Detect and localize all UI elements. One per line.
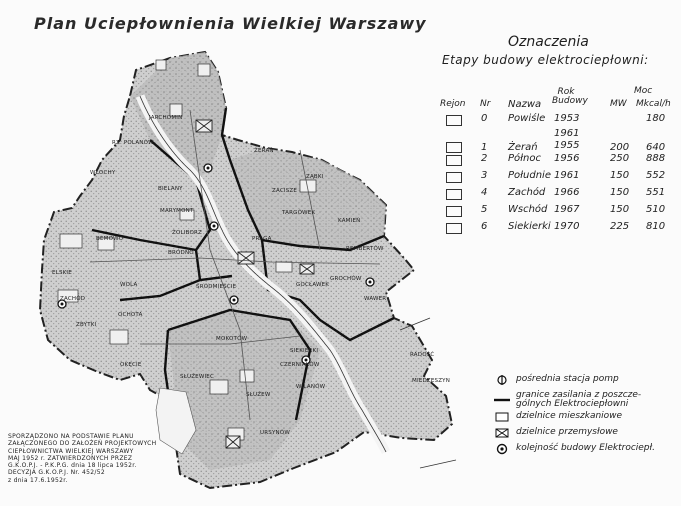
row-rok: 1953	[554, 113, 580, 124]
col-nr: Nr	[480, 99, 491, 109]
place-label: BIELANY	[158, 186, 183, 192]
legend-symbol	[486, 373, 681, 389]
residential-box-icon	[494, 411, 510, 423]
place-label: JARCHOMIN	[149, 115, 183, 121]
legend-symbol	[486, 410, 681, 426]
rejon-box	[446, 115, 462, 126]
col-moc: Moc	[634, 86, 653, 96]
row-nr: 6	[481, 221, 488, 232]
place-label: MOKOTÓW	[216, 336, 248, 342]
col-nazwa: Nazwa	[508, 99, 542, 110]
legend-symbol	[486, 426, 681, 442]
row-mkcal: 510	[646, 204, 666, 215]
row-nr: 0	[481, 113, 488, 124]
row-mw: 225	[610, 221, 630, 232]
place-label: RADOŚĆ	[410, 352, 435, 358]
rejon-box	[446, 206, 462, 217]
legend-row	[0, 128, 681, 153]
row-mkcal: 551	[646, 187, 666, 198]
row-nazwa: Siekierki	[508, 221, 551, 232]
place-label: ZACISZE	[272, 188, 298, 194]
place-label: WOLA	[120, 282, 138, 288]
legend-row	[0, 113, 681, 129]
legend-symbol	[486, 390, 681, 412]
row-nr: 3	[481, 170, 488, 181]
place-label: GOCŁAWEK	[296, 282, 330, 288]
rejon-box	[446, 142, 462, 153]
order-circle-icon	[494, 443, 510, 455]
place-label: CZERNIAKÓW	[280, 362, 320, 368]
row-mw: 250	[610, 153, 630, 164]
symbol-label: dzielnice przemysłowe	[516, 427, 618, 437]
row-mkcal: 180	[646, 113, 666, 124]
place-label: KAMIEŃ	[338, 218, 361, 224]
place-label: SŁUŻEWIEC	[180, 374, 215, 380]
row-mkcal: 640	[646, 142, 666, 153]
legend-heading: Oznaczenia	[508, 34, 589, 50]
col-mkcal: Mkcal/h	[636, 99, 671, 109]
place-label: ŻERAŃ	[254, 148, 274, 154]
row-rok: 1970	[554, 221, 580, 232]
pump-station-icon	[494, 374, 510, 386]
row-nr: 4	[481, 187, 488, 198]
symbol-label: granice zasilania z poszcze- gólnych Elektrociepłowni	[516, 390, 642, 409]
legend-row	[0, 153, 681, 169]
place-label: ELSKIE	[52, 270, 72, 276]
place-label: SIEKIERKI	[290, 348, 319, 354]
place-label: MIEDZESZYN	[412, 378, 451, 384]
place-label: REMBERTÓW	[346, 246, 384, 252]
place-label: BEMOWO	[96, 236, 124, 242]
row-nazwa: Żerań	[508, 142, 538, 153]
place-label: WILANÓW	[296, 384, 326, 390]
place-label: MARYMONT	[160, 208, 194, 214]
place-label: PRAGA	[252, 236, 272, 242]
row-mkcal: 810	[646, 221, 666, 232]
place-label: WAWER	[364, 296, 387, 302]
row-mw: 200	[610, 142, 630, 153]
row-nazwa: Powiśle	[508, 113, 546, 124]
row-rok: 1961 1955	[554, 128, 580, 151]
col-rok: Rok Budowy	[552, 87, 588, 106]
col-rejon: Rejon	[440, 99, 466, 109]
row-rok: 1956	[554, 153, 580, 164]
rejon-box	[446, 189, 462, 200]
row-nazwa: Północ	[508, 153, 541, 164]
place-label: TARGÓWEK	[282, 210, 316, 216]
place-label: WŁOCHY	[90, 170, 116, 176]
place-label: URSYNÓW	[260, 430, 290, 436]
source-note: SPORZĄDZONO NA PODSTAWIE PLANU ZAŁĄCZONEGO DO ZAŁOŻEŃ PROJEKTOWYCH CIEPŁOWNICTWA WIELKIEJ WARSZAWY MAJ 1952 r. ZATWIERDZONYCH PRZEZ G.K.O.P.J. - P.K.P.G. dnia 18 lipca 1952r. DECYZJA G.K.O.P.J. Nr. 452/52 z dnia 17.6.1952r.	[8, 433, 157, 484]
row-nazwa: Wschód	[508, 204, 548, 215]
map-title: Plan Uciepłownienia Wielkiej Warszawy	[34, 14, 427, 33]
row-mw: 150	[610, 170, 630, 181]
place-label: ZĄBKI	[306, 174, 324, 180]
row-nr: 2	[481, 153, 488, 164]
rejon-box	[446, 223, 462, 234]
legend-subheading: Etapy budowy elektrociepłowni:	[442, 53, 649, 67]
place-label: SŁUŻEW	[246, 392, 271, 398]
place-label: ŚRÓDMIEŚCIE	[196, 284, 237, 290]
legend-symbol	[486, 442, 681, 458]
row-nr: 5	[481, 204, 488, 215]
place-label: ŻOLIBORZ	[172, 230, 202, 236]
row-rok: 1967	[554, 204, 580, 215]
row-mw: 150	[610, 187, 630, 198]
row-mkcal: 888	[646, 153, 666, 164]
legend-row	[0, 187, 681, 203]
rejon-box	[446, 172, 462, 183]
row-rok: 1966	[554, 187, 580, 198]
place-label: OCHOTA	[118, 312, 143, 318]
col-mw: MW	[610, 99, 627, 109]
place-label: OKĘCIE	[120, 362, 142, 368]
place-label: GROCHÓW	[330, 276, 362, 282]
boundary-line-icon	[494, 394, 510, 406]
industrial-box-icon	[494, 427, 510, 439]
row-nr: 1	[481, 142, 488, 153]
symbol-label: kolejność budowy Elektrociepł.	[516, 443, 655, 453]
rejon-box	[446, 155, 462, 166]
row-nazwa: Zachód	[508, 187, 546, 198]
place-label: BRÓDNO	[168, 250, 194, 256]
place-label: ZBYTKI	[76, 322, 97, 328]
symbol-label: dzielnice mieszkaniowe	[516, 411, 623, 421]
row-rok: 1961	[554, 170, 580, 181]
row-mkcal: 552	[646, 170, 666, 181]
symbol-label: pośrednia stacja pomp	[516, 374, 619, 384]
row-mw: 150	[610, 204, 630, 215]
place-label: RZ. POLANÓW	[112, 140, 154, 146]
row-nazwa: Południe	[508, 170, 551, 181]
place-label: ZACHÓD	[60, 296, 86, 302]
